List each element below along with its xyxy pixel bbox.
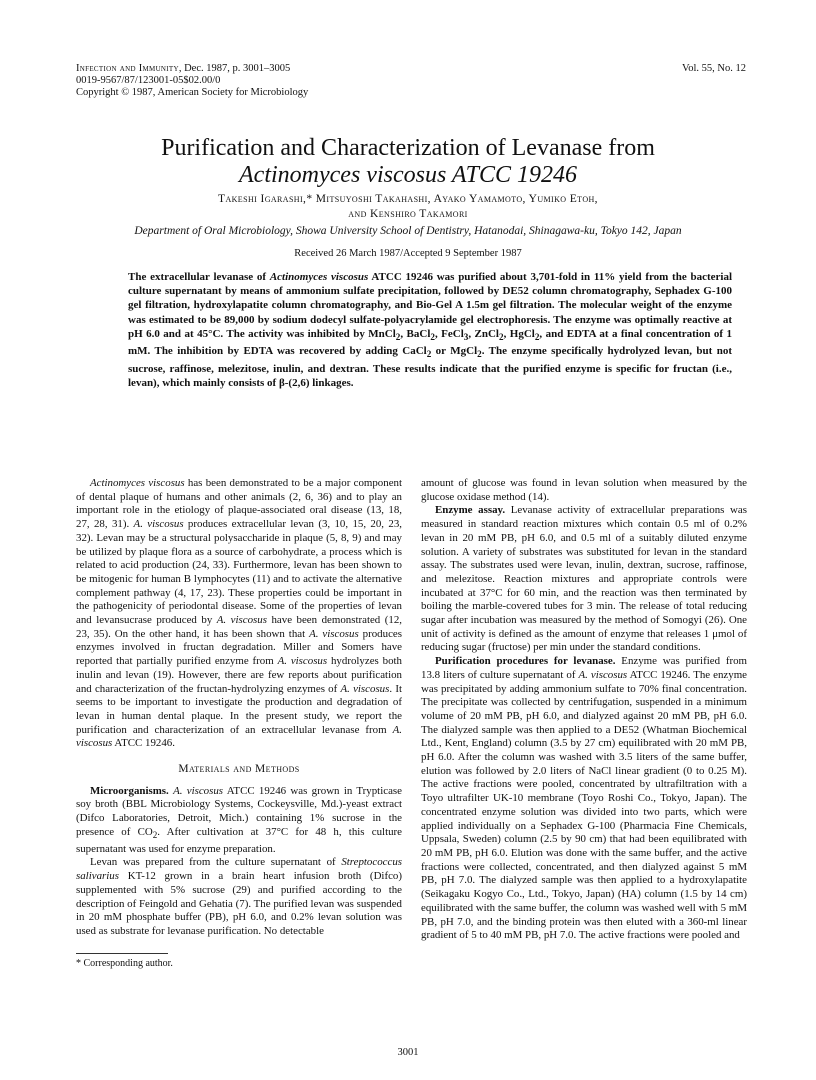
body-text: hydrolyzes both inulin and levan (19). However, there are few reports about purification and characterization of the fructan-hydrolyzing enzymes of: [76, 655, 402, 695]
abstract-text: , and EDTA at a final concentration of 1 mM. The inhibition by EDTA was recovered by adding CaCl: [128, 327, 733, 358]
subscript: 2: [534, 332, 540, 342]
species-name: A. viscosus: [309, 627, 359, 640]
volume-number: Vol. 55, No. 12: [682, 63, 746, 74]
title-line-2: Actinomyces viscosus ATCC 19246: [239, 162, 577, 188]
body-text: produces enzymes involved in fructan degradation. Miller and Somers have reported that partially purified enzyme from: [76, 627, 402, 668]
authors-line-1: Takeshi Igarashi,* Mitsuyoshi Takahashi, Ayako Yamamoto, Yumiko Etoh,: [218, 193, 598, 205]
levan-paragraph: [76, 856, 402, 938]
species-name: Actinomyces viscosus: [90, 477, 185, 489]
microorganisms-paragraph: [76, 785, 402, 857]
species-name: A. viscosus: [76, 723, 402, 750]
body-text: produces extracellular levan (3, 10, 15, 20, 23, 32). Levan may be a structural polysaccharide in plaque (5, 8, 9) and may be utilized by plaque flora as a source of carbohydrate, a process which is related to acid production (24, 33). Furthermore, levan has been shown to be mitogenic for human B lymphocytes (11) and to activate the alternative complement pathway (4, 17, 23). These properties could be important in the pathogenicity of periodontal disease. Some of the properties of levan and levansucrase produced by: [76, 518, 402, 627]
abstract-text: , HgCl: [503, 327, 535, 340]
run-in-heading: Purification procedures for levanase.: [435, 655, 616, 668]
journal-name: Infection and Immunity: [76, 63, 179, 74]
species-name: A. viscosus: [216, 614, 267, 627]
body-text: ATCC 19246. The enzyme was precipitated by adding ammonium sulfate to 70% final concentration. The precipitate was collected by centrifugation, suspended in a minimum volume of 20 mM PB, pH 6.0, and dialyzed against 20 mM PB, pH 6.0. The dialyzed sample was then applied to a DE52 (Whatman Biochemical Ltd., Kent, England) column (3.5 by 27 cm) equilibrated with 20 mM PB, pH 6.0. After the column was washed with 3.5 liters of the same buffer, elution was followed by 2.0 liters of NaCl linear gradient (0 to 0.25 M). The active fractions were pooled, concentrated by ultrafiltration with a Toyo ultrafilter UK-10 membrane (Toyo Roshi Co., Tokyo, Japan). The concentrated enzyme solution was divided into two parts, which were applied individually on a Sephadex G-100 (Pharmacia Fine Chemicals, Uppsala, Sweden) column (2.5 by 90 cm) that had been equilibrated with 20 mM PB, pH 6.0. Elution was done with the same buffer, and the active fractions were collected, concentrated, and then dialyzed against 5 mM PB, pH 7.0. The dialyzed sample was then applied to a hydroxylapatite (Seikagaku Kogyo Co., Ltd., Tokyo, Japan) (HA) column (1.5 by 14 cm) equilibrated with the same buffer, the column was washed well with 5 mM PB, pH 7.0, and the binding protein was then eluted with a 360-ml linear gradient of 5 to 40 mM PB, pH 7.0. The active fractions were pooled and: [421, 668, 747, 942]
issue-date: , Dec. 1987, p. 3001–3005: [178, 63, 291, 74]
subscript: 2: [426, 349, 432, 360]
right-column: [421, 477, 747, 943]
species-name: A. viscosus: [578, 668, 628, 681]
subscript: 3: [463, 332, 469, 342]
subscript: 2: [477, 349, 482, 360]
article-title: [60, 135, 756, 189]
abstract-text: , ZnCl: [468, 327, 499, 340]
run-in-heading: Microorganisms.: [90, 784, 169, 797]
species-name: A. viscosus: [133, 518, 184, 531]
copyright-line: Copyright © 1987, American Society for Microbiology: [76, 87, 309, 98]
received-dates: Received 26 March 1987/Accepted 9 September 1987: [294, 248, 522, 259]
body-text: Levanase activity of extracellular preparations was measured in standard reaction mixtures which contain 0.5 ml of 0.2% levan in 20 mM PB, pH 6.0, and 0.5 ml of a suitably diluted enzyme solution. A variety of substrates was substituted for levan in the standard assay. The substrates used were levan, inulin, dextran, sucrose, raffinose, and melezitose. Reaction mixtures and appropriate controls were incubated at 37°C for 60 min, and the reaction was then terminated by boiling the marble-covered tubes for 3 min. The release of total reducing sugar after incubation was measured by the method of Somogyi (26). One unit of activity is defined as the amount of enzyme that releases 1 μmol of reducing sugar (fructose) per min under the standard conditions.: [421, 504, 747, 654]
abstract-text: or MgCl: [431, 345, 478, 358]
section-heading-methods: Materials and Methods: [178, 763, 300, 776]
subscript: 2: [152, 830, 158, 841]
abstract-text: , BaCl: [400, 327, 431, 340]
abstract-text: . The enzyme specifically hydrolyzed levan, but not sucrose, raffinose, melezitose, inulin, and dextran. These results indicate that the purified enzyme is specific for fructan (i.e., levan), which mainly consists of β-(2,6) linkages.: [128, 345, 732, 389]
corresponding-author-footnote: * Corresponding author.: [76, 957, 173, 969]
affiliation: Department of Oral Microbiology, Showa University School of Dentistry, Hatanodai, Shinagawa-ku, Tokyo 142, Japan: [134, 225, 682, 237]
enzyme-assay-paragraph: [421, 504, 747, 655]
body-text: ATCC 19246 was grown in Trypticase soy broth (BBL Microbiology Systems, Cockeysville, Md.)-yeast extract (Difco Laboratories, Detroit, Mich.) containing 1% sucrose in the presence of CO: [76, 784, 402, 838]
body-text: KT-12 grown in a brain heart infusion broth (Difco) supplemented with 5% sucrose (29) and purified according to the description of Feingold and Gehatia (7). The purified levan was suspended in 20 mM phosphate buffer (PB), pH 6.0, and 0.2% levan solution was used as substrate for levanase purification. No detectable: [76, 870, 402, 937]
species-name: Streptococcus salivarius: [76, 856, 402, 883]
species-name: A. viscosus: [340, 682, 390, 695]
species-name: A. viscosus: [173, 784, 224, 797]
abstract-text: , FeCl: [434, 327, 464, 340]
body-text: . It seems to be important to investigate the production and degradation of levan in human dental plaque. In the present study, we report the purification and characterization of an extracellular levanase from: [76, 682, 402, 736]
page-number: 3001: [397, 1047, 419, 1058]
subscript: 2: [395, 332, 401, 342]
left-column: [76, 477, 402, 970]
article-code: 0019-9567/87/123001-05$02.00/0: [76, 75, 221, 86]
continued-paragraph: amount of glucose was found in levan solution when measured by the glucose oxidase method (14).: [421, 477, 747, 503]
body-text: ATCC 19246.: [112, 737, 175, 750]
abstract-species: Actinomyces viscosus: [269, 271, 369, 283]
running-header-left: [76, 63, 308, 99]
author-list: [60, 192, 756, 222]
body-text: has been demonstrated to be a major component of dental plaque of humans and other animals (2, 6, 36) and to play an important role in the etiology of plaque-associated oral disease (13, 18, 27, 28, 31).: [76, 477, 403, 531]
abstract: [128, 270, 732, 390]
footnote-rule: [76, 953, 168, 954]
body-text: Enzyme was purified from 13.8 liters of culture supernatant of: [421, 655, 747, 681]
introduction-paragraph: [76, 477, 402, 751]
authors-line-2: and Kenshiro Takamori: [348, 208, 468, 220]
body-text: have been demonstrated (12, 23, 35). On the other hand, it has been shown that: [76, 614, 402, 640]
abstract-text: The extracellular levanase of: [128, 271, 270, 283]
body-text: Levan was prepared from the culture supernatant of: [90, 856, 342, 869]
species-name: A. viscosus: [277, 655, 328, 668]
subscript: 2: [430, 332, 435, 342]
run-in-heading: Enzyme assay.: [435, 504, 506, 517]
journal-citation: [76, 63, 308, 75]
subscript: 2: [499, 332, 504, 342]
body-text: . After cultivation at 37°C for 48 h, this culture supernatant was used for enzyme preparation.: [76, 825, 402, 855]
purification-paragraph: [421, 655, 747, 943]
title-line-1: Purification and Characterization of Levanase from: [161, 135, 655, 161]
abstract-text: ATCC 19246 was purified about 3,701-fold in 11% yield from the bacterial culture supernatant by means of ammonium sulfate precipitation, followed by DE52 column chromatography, Sephadex G-100 gel filtration, hydroxylapatite column chromatography, and Bio-Gel A 1.5m gel filtration. The molecular weight of the enzyme was estimated to be 89,000 by sodium dodecyl sulfate-polyacrylamide gel electrophoresis. The enzyme was optimally reactive at pH 6.0 and at 45°C. The activity was inhibited by MnCl: [128, 271, 732, 340]
